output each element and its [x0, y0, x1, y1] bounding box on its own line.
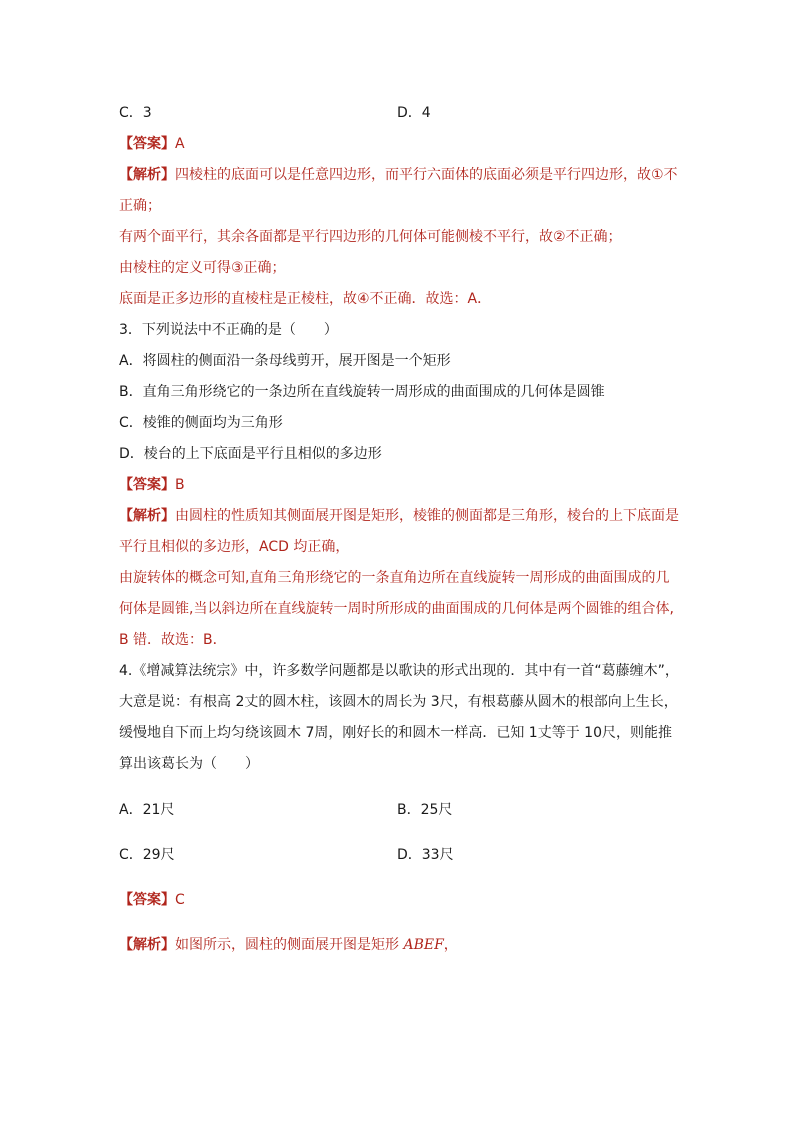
q4-stem-line2: 大意是说：有根高 2丈的圆木柱，该圆木的周长为 3尺，有根葛藤从圆木的根部向上生长，: [119, 694, 678, 710]
q4-option-d: D．33尺: [397, 847, 454, 863]
rectangle-label: ABEF: [403, 937, 444, 953]
q4-stem-line1: 4.《增减算法统宗》中，许多数学问题都是以歌诀的形式出现的．其中有一首“葛藤缠木”，: [119, 663, 679, 679]
analysis-text: 如图所示，圆柱的侧面展开图是矩形: [175, 937, 404, 953]
q3-answer: [119, 475, 185, 495]
q3-option-c: C．棱锥的侧面均为三角形: [119, 415, 283, 431]
q3-analysis-line2: 平行且相似的多边形，ACD 均正确，: [119, 539, 350, 555]
q2-analysis-line1: [119, 165, 678, 185]
analysis-text: 四棱柱的底面可以是任意四边形，而平行六面体的底面必须是平行四边形，故①不: [175, 167, 678, 183]
q2-analysis-line2: 正确；: [119, 198, 161, 214]
q4-answer: [119, 890, 185, 910]
answer-tag: 【答案】: [119, 136, 175, 152]
q2-option-d: D．4: [397, 105, 431, 121]
answer-value: A: [175, 136, 185, 152]
q2-analysis-line4: 由棱柱的定义可得③正确；: [119, 260, 286, 276]
answer-value: C: [175, 892, 185, 908]
q2-option-c: C．3: [119, 105, 152, 121]
q4-option-b: B．25尺: [397, 802, 453, 818]
q3-analysis-line5: B 错．故选：B．: [119, 632, 227, 648]
q4-option-c: C．29尺: [119, 847, 175, 863]
answer-value: B: [175, 477, 185, 493]
q2-analysis-line5: 底面是正多边形的直棱柱是正棱柱，故④不正确．故选：A．: [119, 291, 492, 307]
answer-tag: 【答案】: [119, 892, 175, 908]
answer-tag: 【答案】: [119, 477, 175, 493]
q2-answer: [119, 134, 185, 154]
analysis-tag: 【解析】: [119, 937, 175, 953]
q4-stem-line4: 算出该葛长为（ ）: [119, 756, 259, 772]
q4-stem-line3: 缓慢地自下而上均匀绕该圆木 7周，刚好长的和圆木一样高．已知 1丈等于 10尺，则能推: [119, 725, 672, 741]
analysis-tag: 【解析】: [119, 508, 175, 524]
q3-option-b: B．直角三角形绕它的一条边所在直线旋转一周形成的曲面围成的几何体是圆锥: [119, 384, 605, 400]
q4-analysis-line1: [119, 935, 458, 955]
q3-stem: 3．下列说法中不正确的是（ ）: [119, 322, 338, 338]
q2-analysis-line3: 有两个面平行，其余各面都是平行四边形的几何体可能侧棱不平行，故②不正确；: [119, 229, 622, 245]
analysis-tail: ，: [443, 937, 458, 953]
analysis-text: 由圆柱的性质知其侧面展开图是矩形，棱锥的侧面都是三角形，棱台的上下底面是: [175, 508, 679, 524]
q3-analysis-line4: 何体是圆锥,当以斜边所在直线旋转一周时所形成的曲面围成的几何体是两个圆锥的组合体,: [119, 601, 674, 617]
q3-analysis-line1: [119, 506, 679, 526]
q3-option-a: A．将圆柱的侧面沿一条母线剪开，展开图是一个矩形: [119, 353, 451, 369]
q3-option-d: D．棱台的上下底面是平行且相似的多边形: [119, 446, 382, 462]
analysis-tag: 【解析】: [119, 167, 175, 183]
q3-analysis-line3: 由旋转体的概念可知,直角三角形绕它的一条直角边所在直线旋转一周形成的曲面围成的几: [119, 570, 670, 586]
q4-option-a: A．21尺: [119, 802, 175, 818]
